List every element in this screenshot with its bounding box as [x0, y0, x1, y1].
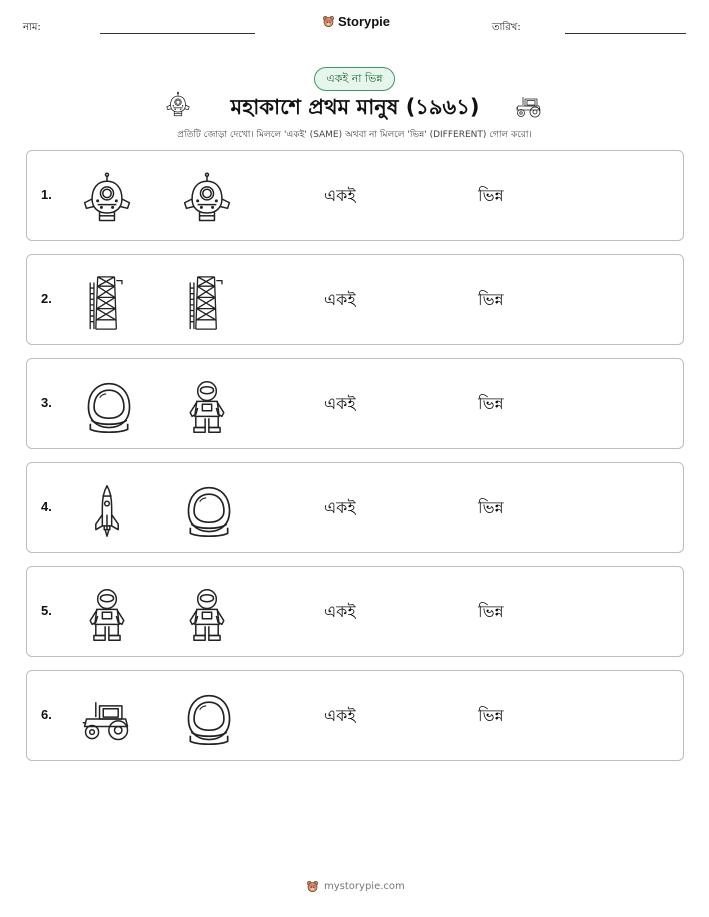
tractor-icon — [79, 691, 135, 747]
name-label: নাম: — [23, 22, 41, 33]
same-option[interactable]: একই — [324, 602, 356, 621]
brand-name: Storypie — [338, 14, 391, 29]
footer-url[interactable]: mystorypie.com — [324, 881, 405, 892]
activity-badge: একই না ভিন্ন — [314, 67, 395, 91]
question-row — [26, 358, 684, 449]
different-option[interactable]: ভিন্ন — [478, 498, 504, 517]
question-number: 1. — [41, 187, 52, 202]
same-option[interactable]: একই — [324, 498, 356, 517]
rocket-icon — [79, 483, 135, 539]
different-option[interactable]: ভিন্ন — [478, 186, 504, 205]
footer — [306, 880, 405, 893]
question-row — [26, 670, 684, 761]
question-number: 5. — [41, 603, 52, 618]
brand — [322, 14, 390, 29]
astronaut-icon — [179, 587, 235, 643]
page-title: মহাকাশে প্রথম মানুষ (১৯৬১) — [230, 95, 480, 119]
same-option[interactable]: একই — [324, 706, 356, 725]
same-option[interactable]: একই — [324, 290, 356, 309]
different-option[interactable]: ভিন্ন — [478, 290, 504, 309]
bear-logo-icon — [322, 15, 335, 28]
different-option[interactable]: ভিন্ন — [478, 394, 504, 413]
question-number: 4. — [41, 499, 52, 514]
question-row — [26, 254, 684, 345]
astronaut-icon — [179, 379, 235, 435]
date-label: তারিখ: — [492, 22, 521, 33]
launch-tower-icon — [179, 275, 235, 331]
helmet-icon — [181, 483, 237, 539]
astronaut-icon — [79, 587, 135, 643]
question-number: 3. — [41, 395, 52, 410]
question-number: 2. — [41, 291, 52, 306]
spaceship-icon — [164, 91, 192, 119]
question-row — [26, 150, 684, 241]
spaceship-icon — [179, 171, 235, 227]
helmet-icon — [181, 691, 237, 747]
date-line[interactable] — [565, 33, 686, 34]
different-option[interactable]: ভিন্ন — [478, 706, 504, 725]
question-row — [26, 462, 684, 553]
launch-tower-icon — [79, 275, 135, 331]
instructions: প্রতিটি জোড়া দেখো। মিললে 'একই' (SAME) অথবা না মিললে 'ভিন্ন' (DIFFERENT) গোল করো। — [177, 130, 532, 140]
helmet-icon — [81, 379, 137, 435]
name-line[interactable] — [100, 33, 255, 34]
question-number: 6. — [41, 707, 52, 722]
question-row — [26, 566, 684, 657]
spaceship-icon — [79, 171, 135, 227]
same-option[interactable]: একই — [324, 186, 356, 205]
worksheet-header — [0, 12, 709, 42]
title-row — [0, 89, 709, 125]
different-option[interactable]: ভিন্ন — [478, 602, 504, 621]
tractor-icon — [514, 91, 544, 121]
bear-logo-icon — [306, 880, 319, 893]
same-option[interactable]: একই — [324, 394, 356, 413]
